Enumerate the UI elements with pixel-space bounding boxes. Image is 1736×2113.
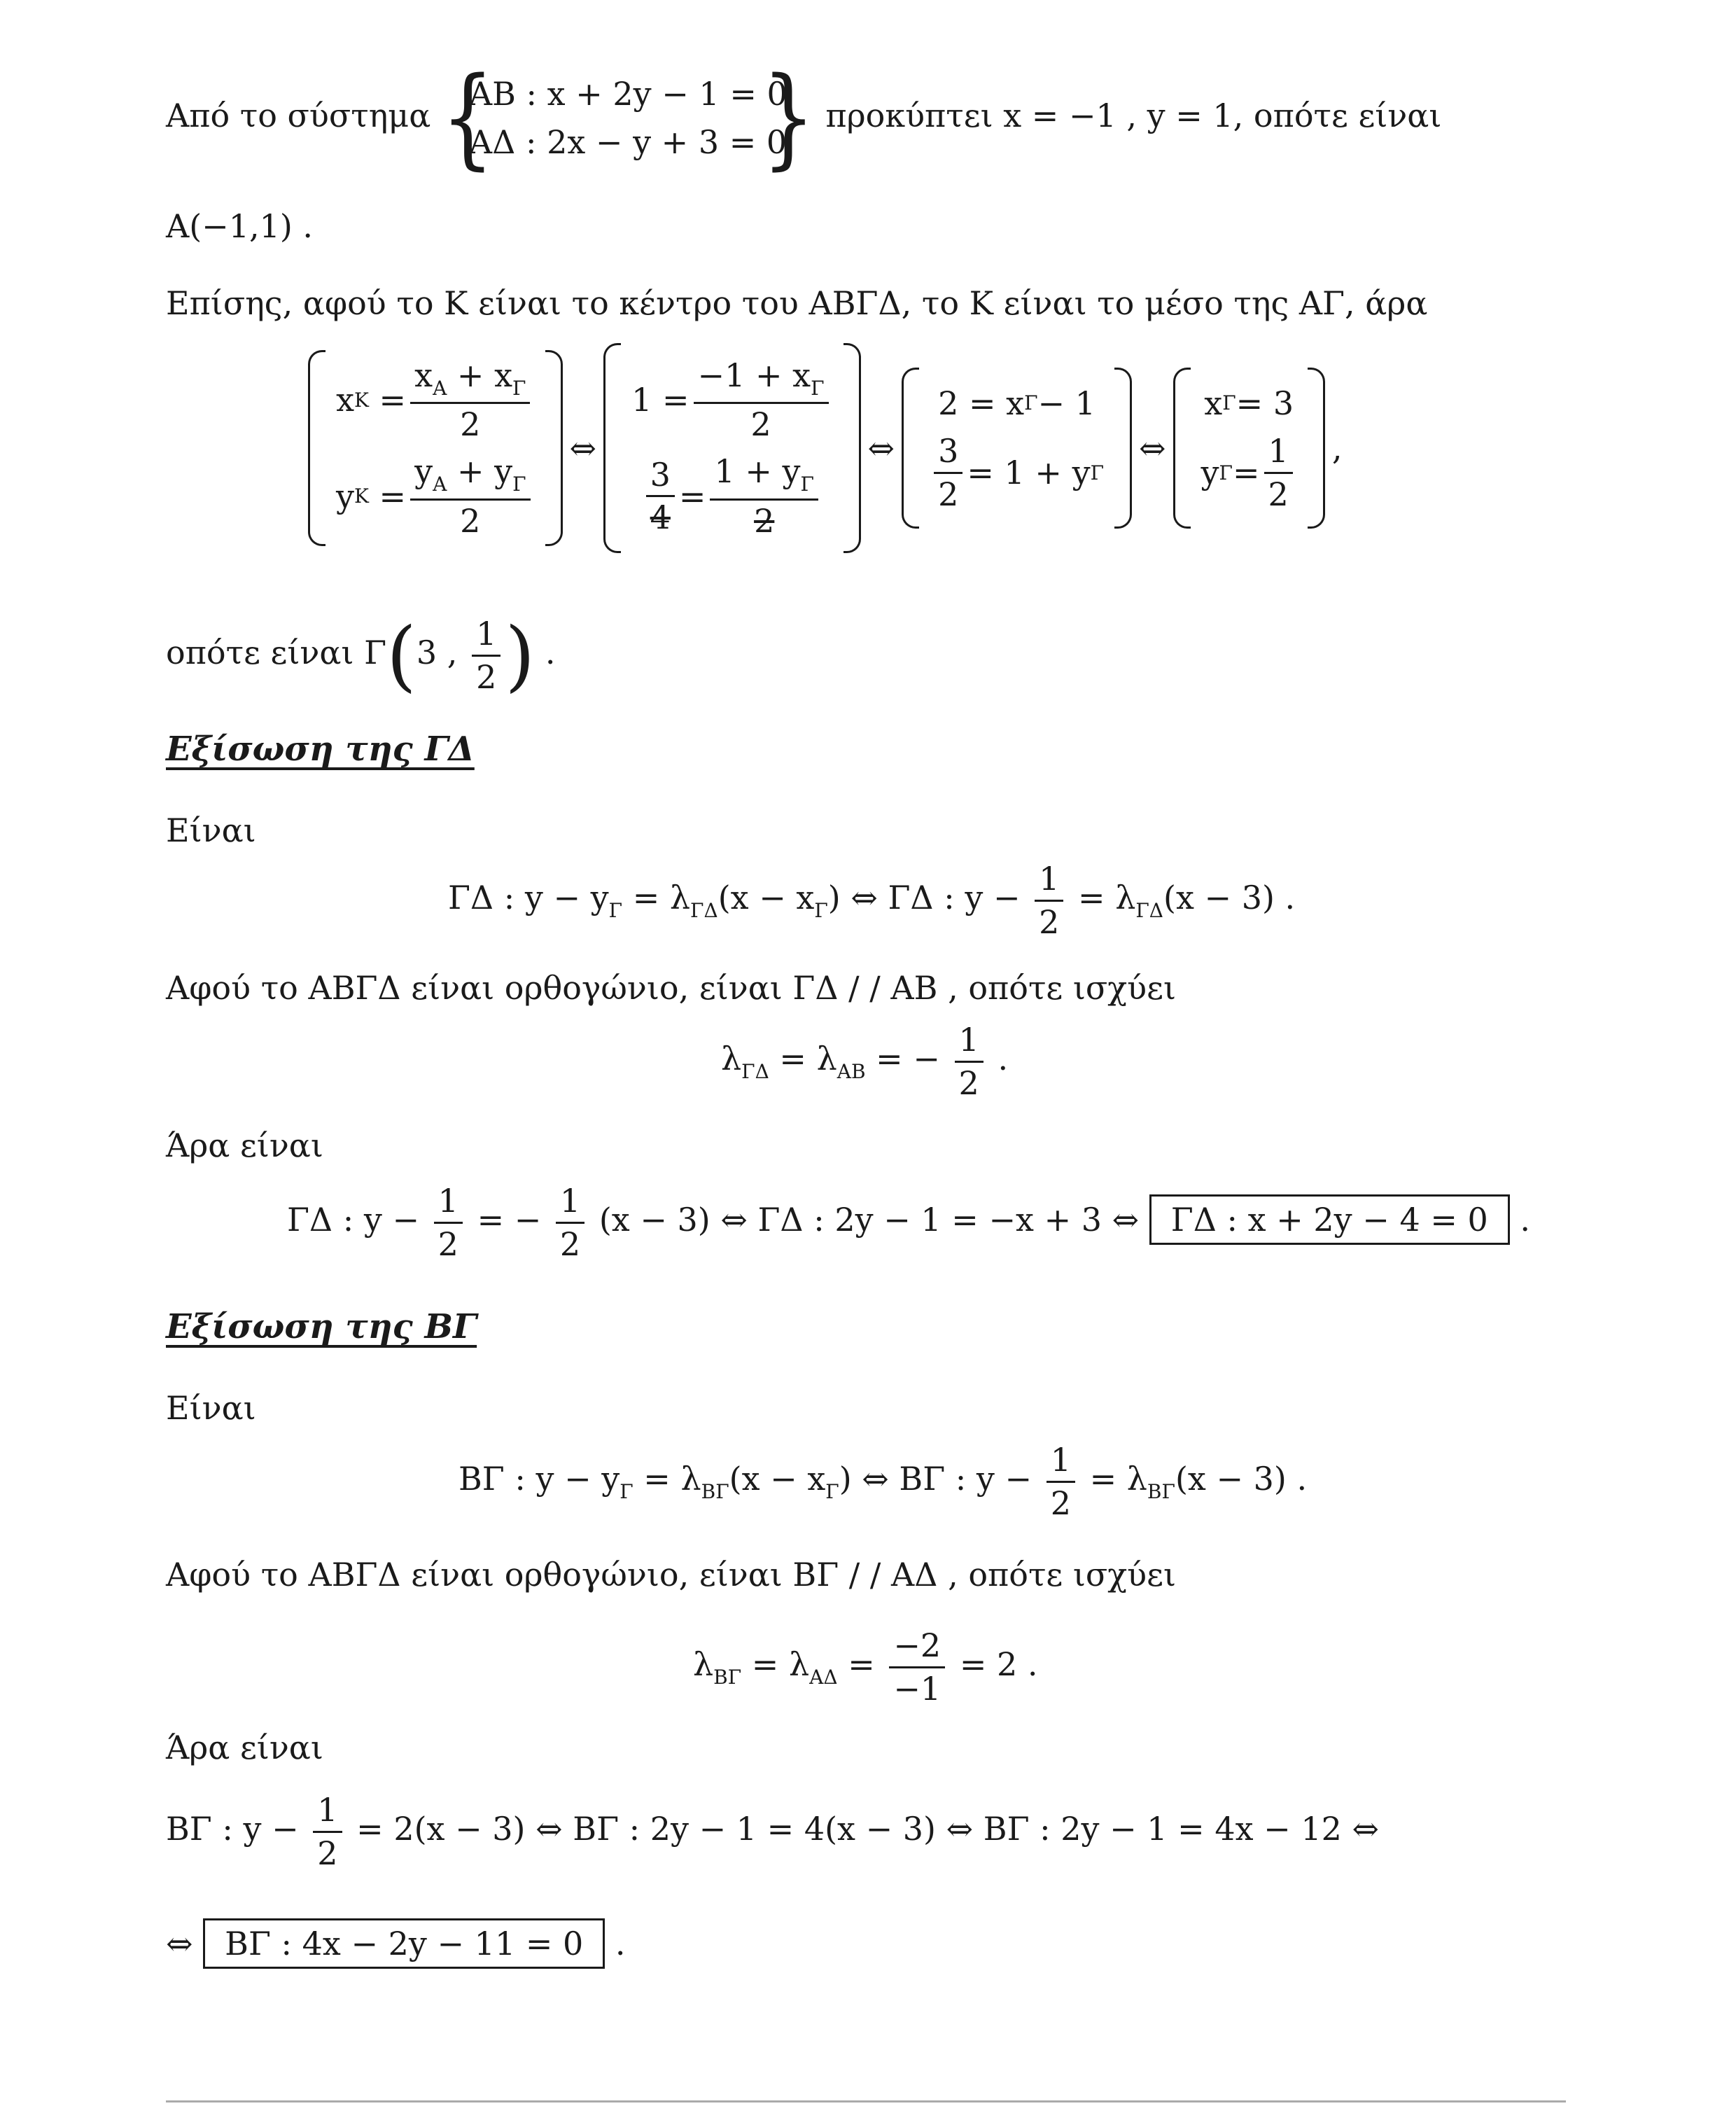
block-4-row-2: y Γ = $\frac{1}{2}$ [1201, 433, 1297, 512]
block-3 [902, 368, 1132, 529]
fraction: $\frac{1}{2}$ [1046, 1442, 1075, 1521]
right-brace: } [762, 55, 816, 181]
left-brace: { [440, 55, 495, 181]
footer-rule [166, 2100, 1566, 2102]
fraction: $\frac{1}{2}$ [1035, 861, 1063, 940]
comma: , [1331, 429, 1343, 467]
initial-system [440, 55, 816, 181]
gd-result-box: ΓΔ : x + 2y − 4 = 0 [1149, 1194, 1510, 1245]
block-2 [603, 343, 860, 553]
gd-parallel-text: Αφού το ABΓΔ είναι ορθογώνιο, είναι ΓΔ / / AB , οπότε ισχύει [166, 969, 1176, 1007]
gd-slope: $\lambda_{\Gamma\Delta} = \lambda_{AB}$ = − $\frac{1}{2}$ . [721, 1021, 1009, 1102]
fraction: $\frac{1 + y_\Gamma}{2}$ [710, 454, 818, 538]
fraction: $\frac{x_A + x_\Gamma}{2}$ [410, 358, 530, 442]
fraction: $\frac{y_A + y_\Gamma}{2}$ [410, 454, 530, 538]
fraction: $\frac{1}{2}$ [313, 1792, 342, 1871]
system-line [166, 55, 1442, 181]
bg-slope: $\lambda_{B\Gamma} = \lambda_{A\Delta}$ = $\frac{-2}{-1}$ = 2 . [693, 1626, 1038, 1708]
fraction: $\frac{-1 + x_\Gamma}{2}$ [694, 358, 829, 442]
fraction: $\frac{1}{2}$ [434, 1183, 463, 1262]
fraction: $\frac{1}{2}$ [472, 616, 500, 695]
block-2-row-2: $\frac{3}{4}$ = $\frac{1 + y_\Gamma}{2}$ [631, 454, 832, 538]
gd-final: ΓΔ : y − $\frac{1}{2}$ = − $\frac{1}{2}$ (x − 3) ⇔ ΓΔ : 2y − 1 = −x + 3 ⇔ ΓΔ : x + 2y − 4 = 0 . [287, 1182, 1531, 1263]
midpoint-system [308, 343, 1342, 553]
iff-symbol: ⇔ [569, 429, 597, 467]
ara-1: Άρα είναι [166, 1127, 323, 1164]
point-a: A(−1,1) . [166, 207, 314, 245]
iff-symbol: ⇔ [867, 429, 895, 467]
einai-1: Είναι [166, 811, 256, 849]
block-3-row-2: $\frac{3}{2}$ = 1 + y Γ [930, 433, 1104, 512]
bg-final-2: ⇔ BΓ : 4x − 2y − 11 = 0 . [166, 1918, 626, 1969]
fraction: $\frac{1}{2}$ [556, 1183, 584, 1262]
bg-result-box: BΓ : 4x − 2y − 11 = 0 [203, 1918, 605, 1969]
block-1-row-2: y K = $\frac{y_A + y_\Gamma}{2}$ [336, 454, 535, 538]
bg-equation-1: BΓ : $y - y_\Gamma = \lambda_{B\Gamma}(x - x_\Gamma)$ ⇔ BΓ : y − $\frac{1}{2}$ = $\lambda_{B\Gamma}(x - 3)$ . [458, 1441, 1308, 1522]
einai-2: Είναι [166, 1389, 256, 1427]
heading-gd: Εξίσωση της ΓΔ [166, 730, 475, 769]
heading-bg: Εξίσωση της BΓ [166, 1307, 477, 1346]
system-result: προκύπτει x = −1 , y = 1, οπότε είναι [825, 97, 1442, 134]
fraction: $\frac{-2}{-1}$ [889, 1628, 945, 1706]
block-4 [1173, 368, 1325, 529]
k-midpoint-text: Επίσης, αφού το K είναι το κέντρο του ABΓΔ, το K είναι το μέσο της AΓ, άρα [166, 284, 1428, 322]
point-g-line: οπότε είναι Γ(3 , $\frac{1}{2}$ ) . [166, 611, 556, 701]
fraction: $\frac{3}{4}$ [646, 457, 675, 536]
equation-ab: AB : x + 2y − 1 = 0 [468, 75, 788, 113]
block-1 [308, 350, 563, 546]
gd-equation-1: ΓΔ : $y - y_\Gamma = \lambda_{\Gamma\Delta}(x - x_\Gamma)$ ⇔ ΓΔ : y − $\frac{1}{2}$ = $\lambda_{\Gamma\Delta}(x - 3)$ . [448, 860, 1296, 941]
fraction: $\frac{1}{2}$ [955, 1022, 983, 1101]
fraction: $\frac{3}{2}$ [934, 433, 962, 512]
block-4-row-1: x Γ = 3 [1204, 384, 1294, 422]
equation-ad: AΔ : 2x − y + 3 = 0 [468, 123, 788, 161]
bg-parallel-text: Αφού το ABΓΔ είναι ορθογώνιο, είναι BΓ / / AΔ , οπότε ισχύει [166, 1556, 1176, 1594]
iff-symbol: ⇔ [1139, 429, 1166, 467]
fraction: $\frac{1}{2}$ [1264, 433, 1293, 512]
block-3-row-1: 2 = x Γ − 1 [938, 384, 1096, 422]
bg-final-1: BΓ : y − $\frac{1}{2}$ = 2(x − 3) ⇔ BΓ : 2y − 1 = 4(x − 3) ⇔ BΓ : 2y − 1 = 4x − 12 ⇔ [166, 1791, 1380, 1872]
block-1-row-1: x K = $\frac{x_A + x_\Gamma}{2}$ [336, 358, 535, 442]
system-prefix: Από το σύστημα [166, 97, 431, 134]
block-2-row-1: 1 = $\frac{-1 + x_\Gamma}{2}$ [631, 358, 832, 442]
ara-2: Άρα είναι [166, 1729, 323, 1766]
